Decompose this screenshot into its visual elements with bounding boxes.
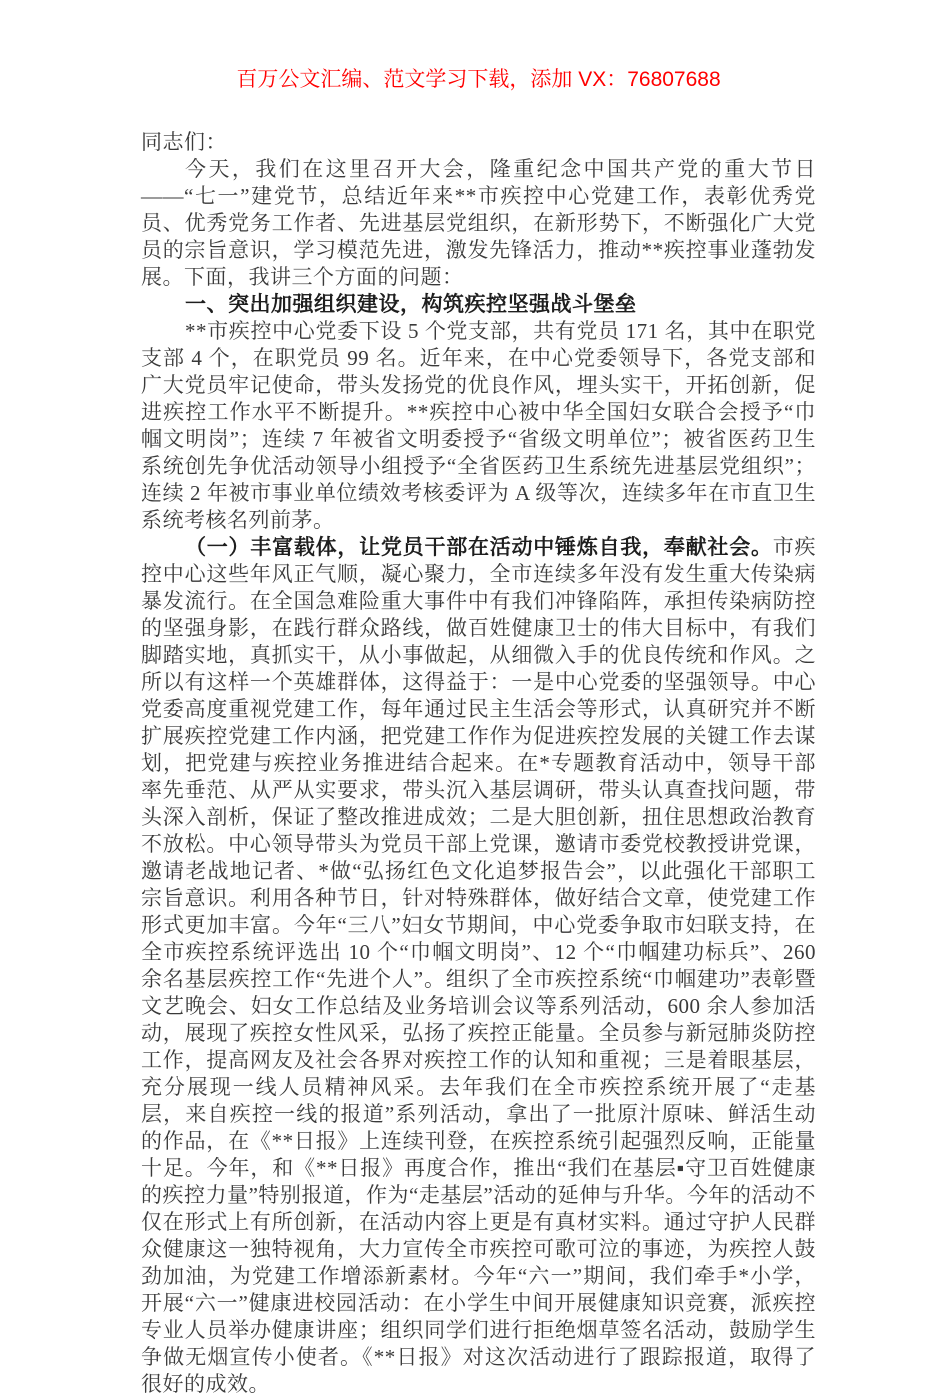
paragraph (141, 534, 816, 1398)
paragraph (141, 291, 816, 318)
bold-text-segment: （一）丰富载体，让党员干部在活动中锤炼自我，奉献社会。 (185, 536, 773, 559)
promo-header-text: 百万公文汇编、范文学习下载，添加 VX：76807688 (236, 68, 721, 91)
bold-text-segment: 一、突出加强组织建设，构筑疾控坚强战斗堡垒 (185, 293, 637, 316)
text-segment: **市疾控中心党委下设 5 个党支部，共有党员 171 名，其中在职党支部 4 个，在职党员 99 名。近年来，在中心党委领导下，各党支部和广大党员牢记使命，带头发扬党的优良作风，埋头实干，开拓创新，促进疾控工作水平不断提升。**疾控中心被中华全国妇女联合会授予“巾帼文明岗”；连续 7 年被省文明委授予“省级文明单位”；被省医药卫生系统创先争优活动领导小组授予“全省医药卫生系统先进基层党组织”；连续 2 年被市事业单位绩效考核委评为 A 级等次，连续多年在市直卫生系统考核名列前茅。 (141, 319, 816, 532)
document-body (141, 129, 816, 1398)
text-segment: 同志们： (141, 130, 227, 154)
text-segment: 今天，我们在这里召开大会，隆重纪念中国共产党的重大节日——“七一”建党节，总结近年来**市疾控中心党建工作，表彰优秀党员、优秀党务工作者、先进基层党组织，在新形势下，不断强化广大党员的宗旨意识，学习模范先进，激发先锋活力，推动**疾控事业蓬勃发展。下面，我讲三个方面的问题： (141, 157, 816, 289)
paragraph (141, 318, 816, 534)
text-segment: 市疾控中心这些年风正气顺，凝心聚力，全市连续多年没有发生重大传染病暴发流行。在全国急难险重大事件中有我们冲锋陷阵，承担传染病防控的坚强身影，在践行群众路线，做百姓健康卫士的伟大目标中，有我们脚踏实地，真抓实干，从小事做起，从细微入手的优良传统和作风。之所以有这样一个英雄群体，这得益于：一是中心党委的坚强领导。中心党委高度重视党建工作，每年通过民主生活会等形式，认真研究并不断扩展疾控党建工作内涵，把党建工作作为促进疾控发展的关键工作去谋划，把党建与疾控业务推进结合起来。在*专题教育活动中，领导干部率先垂范、从严从实要求，带头沉入基层调研，带头认真查找问题，带头深入剖析，保证了整改推进成效；二是大胆创新，扭住思想政治教育不放松。中心领导带头为党员干部上党课，邀请市委党校教授讲党课，邀请老战地记者、*做“弘扬红色文化追梦报告会”，以此强化干部职工宗旨意识。利用各种节日，针对特殊群体，做好结合文章，使党建工作形式更加丰富。今年“三八”妇女节期间，中心党委争取市妇联支持，在全市疾控系统评选出 10 个“巾帼文明岗”、12 个“巾帼建功标兵”、260 余名基层疾控工作“先进个人”。组织了全市疾控系统“巾帼建功”表彰暨文艺晚会、妇女工作总结及业务培训会议等系列活动，600 余人参加活动，展现了疾控女性风采，弘扬了疾控正能量。全员参与新冠肺炎防控工作，提高网友及社会各界对疾控工作的认知和重视；三是着眼基层，充分展现一线人员精神风采。去年我们在全市疾控系统开展了“走基层，来自疾控一线的报道”系列活动，拿出了一批原汁原味、鲜活生动的作品，在《**日报》上连续刊登，在疾控系统引起强烈反响，正能量十足。今年，和《**日报》再度合作，推出“我们在基层▪守卫百姓健康的疾控力量”特别报道，作为“走基层”活动的延伸与升华。今年的活动不仅在形式上有所创新，在活动内容上更是有真材实料。通过守护人民群众健康这一独特视角，大力宣传全市疾控可歌可泣的事迹，为疾控人鼓劲加油，为党建工作增添新素材。今年“六一”期间，我们牵手*小学，开展“六一”健康进校园活动：在小学生中间开展健康知识竞赛，派疾控专业人员举办健康讲座；组织同学们进行拒绝烟草签名活动，鼓励学生争做无烟宣传小使者。《**日报》对这次活动进行了跟踪报道，取得了很好的成效。 (141, 535, 817, 1396)
paragraph (141, 156, 816, 291)
paragraph (141, 129, 816, 156)
